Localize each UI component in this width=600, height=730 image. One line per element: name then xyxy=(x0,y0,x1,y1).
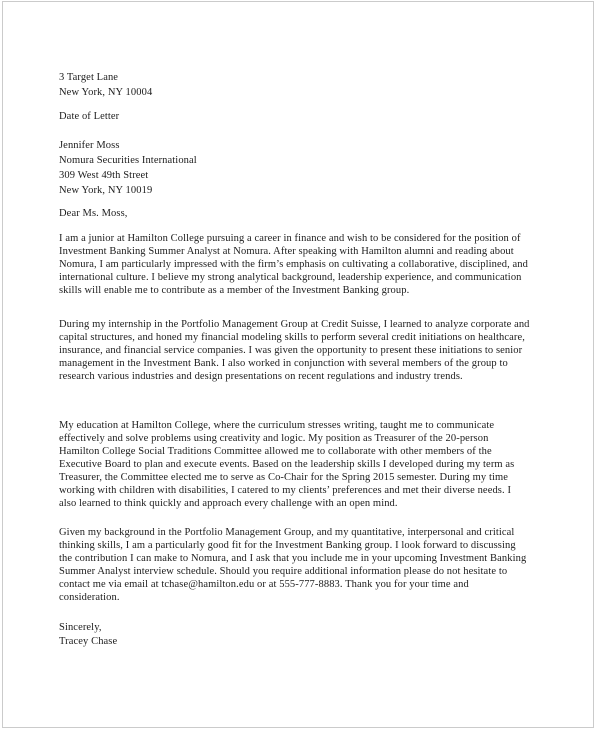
sender-address-line-1: 3 Target Lane xyxy=(59,72,119,83)
recipient-city: New York, NY 10019 xyxy=(59,185,153,196)
recipient-name: Jennifer Moss xyxy=(59,140,120,151)
signature-name: Tracey Chase xyxy=(59,636,118,647)
closing-word: Sincerely, xyxy=(59,622,102,633)
recipient-street: 309 West 49th Street xyxy=(59,170,149,181)
closing-block xyxy=(59,621,531,649)
body-paragraph-1: I am a junior at Hamilton College pursuing a career in finance and wish to be considered for the position of Investment Banking Summer Analyst at Nomura. After speaking with Hamilton alumni and reading about Nomura, I am particularly impressed with the firm’s emphasis on cultivating a collaborative, disciplined, and international culture. I believe my strong analytical background, leadership experience, and communication skills will enable me to contribute as a member of the Investment Banking group. xyxy=(59,233,528,296)
body-paragraph-3: My education at Hamilton College, where the curriculum stresses writing, taught me to communicate effectively and solve problems using creativity and logic. My position as Treasurer of the 20-person Hamilton College Social Traditions Committee allowed me to collaborate with other members of the Executive Board to plan and execute events. Based on the leadership skills I developed during my term as Treasurer, the Committee elected me to serve as Co-Chair for the Spring 2015 semester. During my time working with children with disabilities, I catered to my clients’ preferences and met their diverse needs. I also learned to think quickly and approach every challenge with an open mind. xyxy=(59,420,515,509)
sender-address xyxy=(59,70,531,100)
salutation: Dear Ms. Moss, xyxy=(59,208,128,219)
date-line: Date of Letter xyxy=(59,111,120,122)
sender-address-line-2: New York, NY 10004 xyxy=(59,87,153,98)
body-paragraph-2: During my internship in the Portfolio Management Group at Credit Suisse, I learned to analyze corporate and capital structures, and honed my financial modeling skills to perform several credit initiations on healthcare, insurance, and financial service companies. I was given the opportunity to present these initiations to senior management in the Investment Bank. I also worked in conjunction with several members of the group to research various industries and design presentations on recent regulations and industry trends. xyxy=(59,319,530,382)
recipient-company: Nomura Securities International xyxy=(59,155,197,166)
body-paragraph-4: Given my background in the Portfolio Management Group, and my quantitative, interpersonal and critical thinking skills, I am a particularly good fit for the Investment Banking group. I look forward to discussing the contribution I can make to Nomura, and I ask that you include me in your upcoming Investment Banking Summer Analyst interview schedule. Should you require additional information please do not hesitate to contact me via email at tchase@hamilton.edu or at 555-777-8883. Thank you for your time and consideration. xyxy=(59,527,527,603)
recipient-address xyxy=(59,138,531,198)
